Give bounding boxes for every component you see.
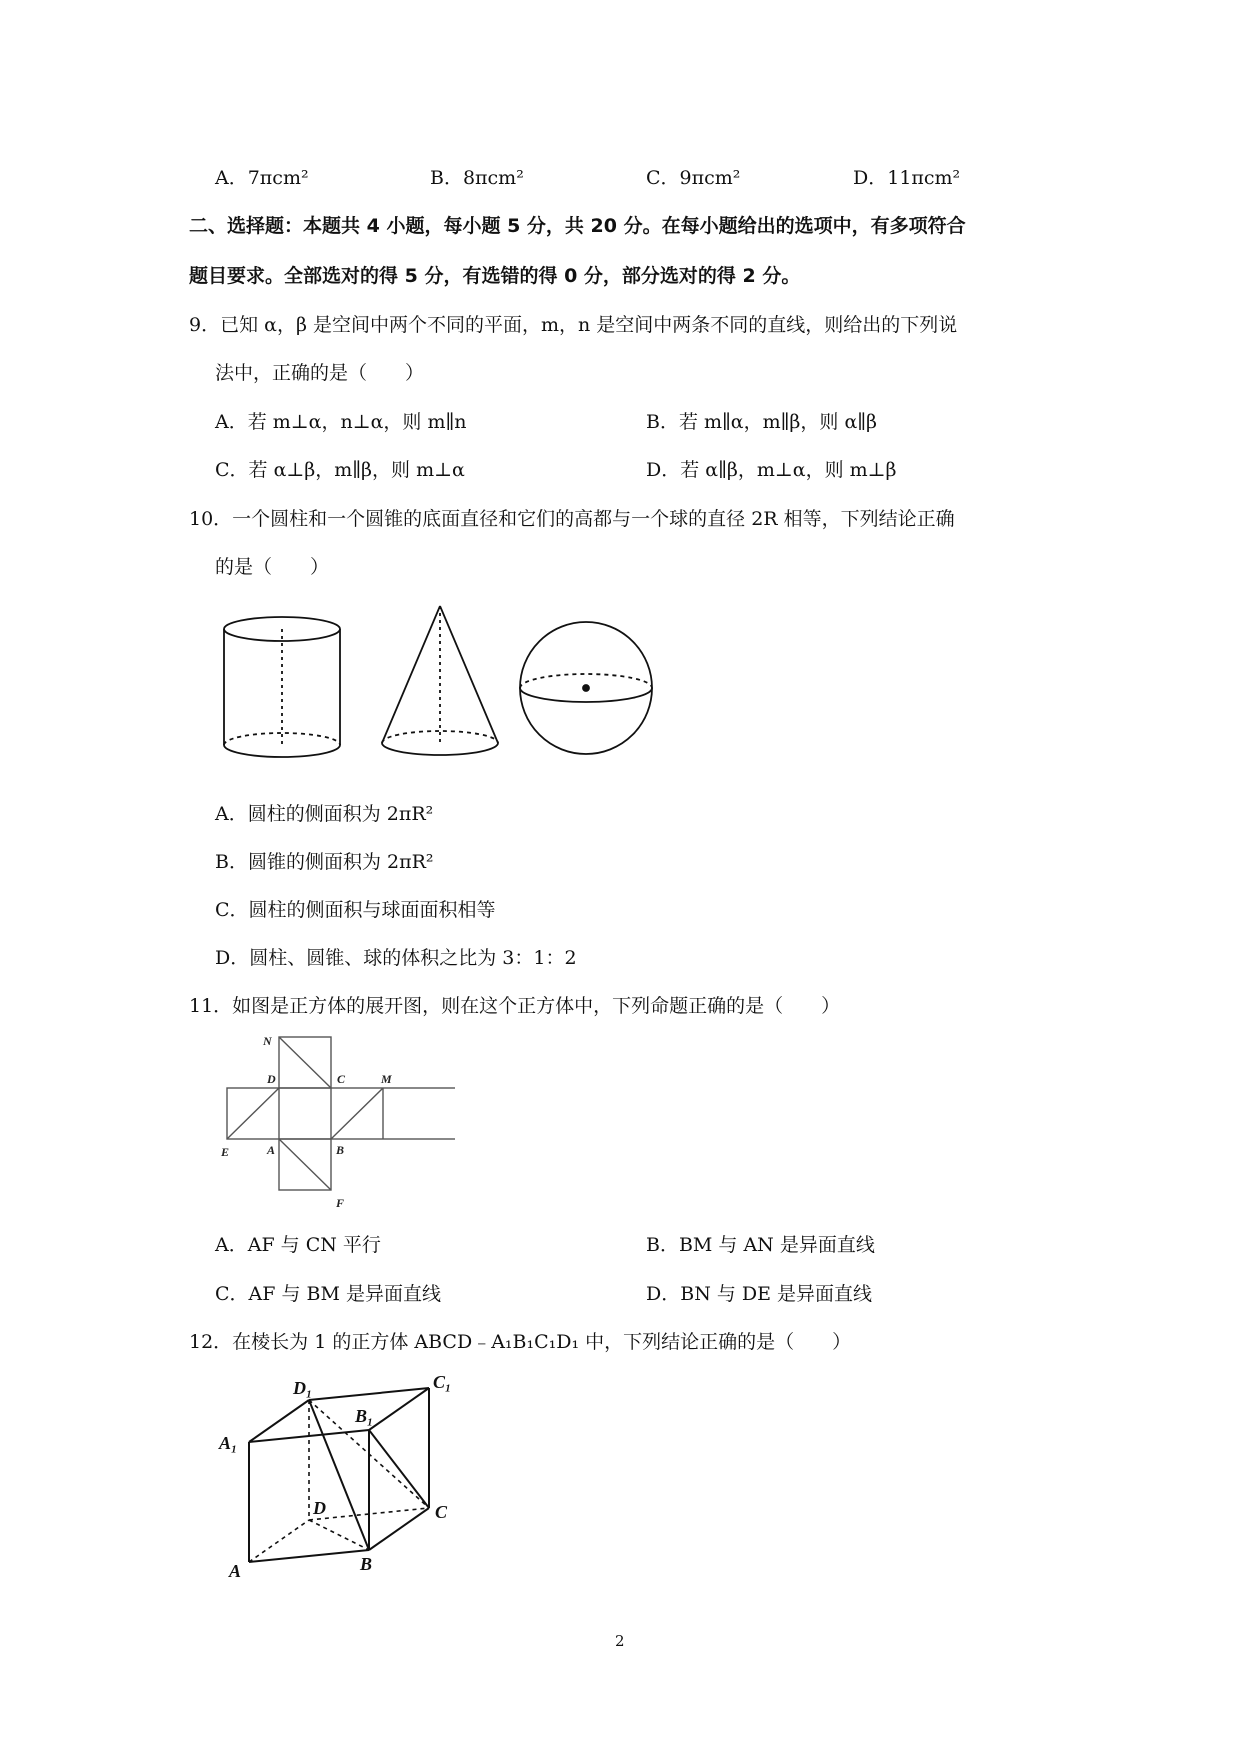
q9-stem-line1: 9．已知 α，β 是空间中两个不同的平面，m，n 是空间中两条不同的直线，则给出的下列说 <box>189 314 958 336</box>
q10-option-b: B．圆锥的侧面积为 2πR² <box>215 851 434 873</box>
cube-label-b: B <box>360 1554 373 1574</box>
q11-option-c: C．AF 与 BM 是异面直线 <box>215 1283 441 1305</box>
net-label-n: N <box>263 1035 272 1048</box>
q9-option-b: B．若 m∥α，m∥β，则 α∥β <box>646 411 878 433</box>
q10-solids-figure <box>215 600 665 770</box>
q11-option-a: A．AF 与 CN 平行 <box>215 1234 381 1256</box>
q12-cube-figure <box>215 1372 475 1582</box>
q11-option-b: B．BM 与 AN 是异面直线 <box>646 1234 875 1256</box>
q10-stem-line1: 10．一个圆柱和一个圆锥的底面直径和它们的高都与一个球的直径 2R 相等，下列结论正确 <box>189 508 955 530</box>
q10-option-a: A．圆柱的侧面积为 2πR² <box>215 803 434 825</box>
net-label-b: B <box>336 1143 345 1157</box>
cube-label-c1: C₁ <box>433 1372 452 1392</box>
net-label-d: D <box>267 1072 276 1086</box>
cube-label-a1: A₁ <box>219 1433 238 1453</box>
q9-option-c: C．若 α⊥β，m∥β，则 m⊥α <box>215 459 465 481</box>
q9-option-d: D．若 α∥β，m⊥α，则 m⊥β <box>646 459 897 481</box>
q9-option-a: A．若 m⊥α，n⊥α，则 m∥n <box>215 411 467 433</box>
q8-option-c: C．9πcm² <box>646 167 741 189</box>
net-label-m: M <box>381 1072 392 1086</box>
page-number: 2 <box>615 1632 625 1650</box>
q10-stem-line2: 的是（ ） <box>215 556 330 578</box>
cube-label-d: D <box>313 1498 326 1518</box>
q11-stem: 11．如图是正方体的展开图，则在这个正方体中，下列命题正确的是（ ） <box>189 995 841 1017</box>
q8-option-a: A．7πcm² <box>215 167 309 189</box>
cylinder-shape <box>224 617 340 757</box>
net-label-f: F <box>336 1196 345 1210</box>
q8-option-d: D．11πcm² <box>853 167 961 189</box>
net-label-c: C <box>337 1072 346 1086</box>
q8-option-b: B．8πcm² <box>430 167 524 189</box>
cube-label-c: C <box>435 1502 448 1522</box>
q10-option-c: C．圆柱的侧面积与球面面积相等 <box>215 899 496 921</box>
q9-stem-line2: 法中，正确的是（ ） <box>215 362 425 384</box>
q11-cube-net-figure <box>215 1035 455 1215</box>
net-label-a: A <box>267 1143 276 1157</box>
q10-option-d: D．圆柱、圆锥、球的体积之比为 3：1：2 <box>215 947 577 969</box>
cube-label-a: A <box>229 1561 242 1581</box>
sphere-shape <box>520 622 652 754</box>
section2-heading-line1: 二、选择题：本题共 4 小题，每小题 5 分，共 20 分。在每小题给出的选项中，有多项符合 <box>189 215 966 237</box>
q12-stem: 12．在棱长为 1 的正方体 ABCD﹣A₁B₁C₁D₁ 中，下列结论正确的是（ ） <box>189 1331 852 1353</box>
cube-label-d1: D₁ <box>293 1378 313 1398</box>
q11-option-d: D．BN 与 DE 是异面直线 <box>646 1283 873 1305</box>
cone-shape <box>382 606 498 755</box>
section2-heading-line2: 题目要求。全部选对的得 5 分，有选错的得 0 分，部分选对的得 2 分。 <box>189 265 801 287</box>
net-label-e: E <box>221 1145 230 1159</box>
cube-label-b1: B₁ <box>355 1406 374 1426</box>
